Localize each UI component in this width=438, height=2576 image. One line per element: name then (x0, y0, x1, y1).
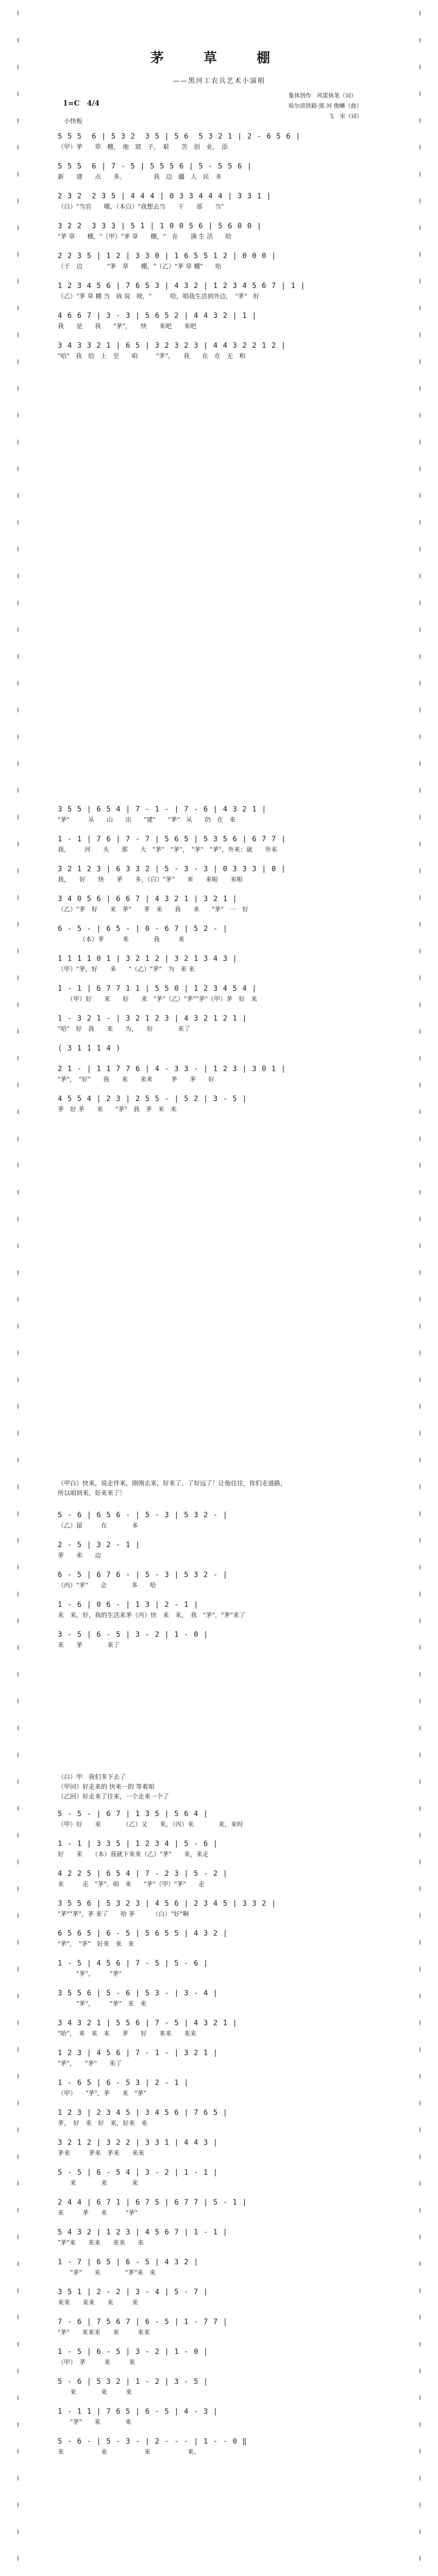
score-system (58, 893, 388, 914)
lyric-line: （丙）"茅" 会 多 哈 (58, 1582, 169, 1589)
score-system (58, 161, 388, 181)
notation-line: 3 4 3 3 2 1 | 6 5 | 3 2 3 2 3 | 4 4 3 2 2 1 2 | (58, 342, 287, 350)
score-system (58, 1898, 388, 1919)
notation-line: 4 6 6 7 | 3 - 3 | 5 6 5 2 | 4 4 3 2 | 1 | (58, 312, 257, 320)
lyric-line: "茅"来 来来 来来 来 (58, 2239, 144, 2246)
lyric-line: "茅" 从 山 出 "建" "茅" 从 仍 在 来 (58, 816, 236, 823)
score-system (58, 1569, 388, 1590)
score-system (58, 1510, 388, 1530)
score-system (58, 1093, 388, 1114)
notation-line: 3 - 5 | 6 - 5 | 3 - 2 | 1 - 0 | (58, 1631, 209, 1639)
notation-line: 3 2 2 3 3 3 | 5 1 | 1 0 0 5 6 | 5 6 0 0 | (58, 222, 262, 230)
score-system (58, 2406, 388, 2427)
score-section-1 (58, 131, 388, 370)
lyric-line: （甲）"茅，好 来 "（乙）"茅" 为 来 来 (58, 965, 195, 973)
lyric-line: "茅"， "好" 我 来 来来 茅 茅 好 (58, 1076, 215, 1083)
notation-line: 1 2 3 | 2 3 4 5 | 3 4 5 6 | 7 6 5 | (58, 2109, 228, 2117)
score-section-2 (58, 804, 388, 1123)
lyric-line: 来 茅 来 "茅" (58, 2209, 138, 2216)
score-system (58, 983, 388, 1004)
narration-block-1 (58, 1479, 388, 1498)
score-system (58, 221, 388, 241)
lyric-line: （乙）"茅 草 棚 当 我 说 啥，" 哈，唱我生活到外边， "茅" 好 (58, 293, 260, 300)
score-system (58, 1063, 388, 1084)
lyric-line: "哈" 好 我 来 为， 好 来了 (58, 1025, 191, 1032)
lyric-line: "茅" 来 来 (58, 2418, 132, 2426)
score-system (58, 2316, 388, 2337)
score-system (58, 1928, 388, 1948)
notation-line: 1 - 5 | 6 - 5 | 3 - 2 | 1 - 0 | (58, 2348, 209, 2356)
lyric-line: 我， 好 快 茅 多，（白）"茅" 来 来啦 来啦 (58, 876, 243, 883)
score-system (58, 834, 388, 854)
lyric-line: "哈"， 来 来 来 茅 好 来来 来来 (58, 2030, 197, 2037)
lyric-line: （白）"当官 哪，（本白）"我想去当 干 部 当" (58, 203, 224, 210)
lyric-line: （甲）好 来 好 来 "茅"（乙）"茅""茅"（甲）茅 好 来 (58, 995, 258, 1003)
notation-line: 2 3 2 2 3 5 | 4 4 4 | 0 3 3 4 4 4 | 3 3 1 | (58, 192, 272, 200)
notation-line: 1 2 3 4 5 6 | 7 6 5 3 | 4 3 2 | 1 2 3 4 5 6 7 | 1 | (58, 282, 306, 290)
score-system (58, 1539, 388, 1560)
notation-line: 1 1 1 1 0 1 | 3 2 1 2 | 3 2 1 3 4 3 | (58, 955, 238, 963)
score-system (58, 1958, 388, 1978)
lyric-line: （甲） "茅"，茅 来 "茅" (58, 2090, 147, 2097)
credit-line: 哈尔滨铁路·黑 河 俊鳞（曲） (289, 103, 362, 109)
lyric-line: "哈" 我 给 上 至 咱 "茅"， 我 在 在 无 和 (58, 352, 246, 360)
score-system (58, 250, 388, 271)
score-section-4 (58, 1808, 388, 2466)
tempo-marking: 小快板 (64, 117, 83, 125)
lyric-line: （本）茅 来 我 来 (58, 936, 185, 943)
notation-line: 5 5 5 6 | 7 - 5 | 5 5 5 6 | 5 - 5 5 6 | (58, 162, 252, 171)
score-system (58, 1599, 388, 1620)
notation-line: 1 - 7 | 6 5 | 6 - 5 | 4 3 2 | (58, 2258, 199, 2266)
left-margin-dots (14, 0, 22, 2576)
score-system (58, 2346, 388, 2367)
lyric-line: 来 来 来 (58, 2388, 132, 2396)
notation-line: 5 - 6 | 5 3 2 | 1 - 2 | 3 - 5 | (58, 2378, 209, 2386)
notation-line: 3 5 1 | 2 - 2 | 3 - 4 | 5 - 7 | (58, 2288, 209, 2296)
score-system (58, 1808, 388, 1829)
lyric-line: "茅"， "茅" 来了 (58, 2060, 122, 2067)
lyric-line: （于 边 "茅 草 棚，"（乙）"茅 草 棚" 哈 (58, 263, 222, 270)
score-system (58, 2107, 388, 2128)
notation-line: 3 2 1 2 | 3 2 2 | 3 3 1 | 4 4 3 | (58, 2139, 218, 2147)
lyric-line: "茅"， "茅" (58, 1970, 122, 1977)
lyric-line: "茅"， "茅" 好来 来 来 (58, 1940, 134, 1947)
notation-line: 5 - 5 | 6 - 5 4 | 3 - 2 | 1 - 1 | (58, 2168, 218, 2177)
score-system (58, 2167, 388, 2188)
score-system (58, 1629, 388, 1650)
notation-line: 5 - 5 - | 6 7 | 1 3 5 | 5 6 4 | (58, 1810, 209, 1818)
lyric-line: "茅 草 棚，"（甲）"茅 草 棚，" 在 满 生 活 哈 (58, 233, 232, 240)
lyric-line: 来 来 来 来。 (58, 2448, 200, 2455)
score-system (58, 2077, 388, 2098)
score-system (58, 1043, 388, 1054)
notation-line: 1 - 5 | 4 5 6 | 7 - 5 | 5 - 6 | (58, 1959, 209, 1968)
score-system (58, 131, 388, 151)
lyric-line: 茅来 茅来 茅来 来来 (58, 2149, 145, 2157)
score-system (58, 2047, 388, 2068)
lyric-line: 好 来 （本）我就下来来（乙）"茅" 来，来走 (58, 1851, 209, 1858)
lyric-line: 茅 好 茅 来 "茅" 我 茅 来 来 (58, 1106, 177, 1113)
lyric-line: "茅" 来 "茅"来 来 (58, 2269, 156, 2276)
score-system (58, 923, 388, 944)
lyric-line: （乙）"茅 好 来 茅" 茅 来 我 来 "茅" 一 好 (58, 906, 249, 913)
score-system (58, 1988, 388, 2008)
score-system (58, 340, 388, 361)
narration-line: （白）甲 我们多下去了 (58, 1773, 126, 1781)
notation-line: 4 5 5 4 | 2 3 | 2 5 5 - | 5 2 | 3 - 5 | (58, 1095, 247, 1103)
notation-line: 1 - 1 | 3 3 5 | 1 2 3 4 | 5 - 6 | (58, 1840, 218, 1848)
notation-line: 1 - 1 | 6 7 7 1 1 | 5 5 0 | 1 2 3 4 5 4 | (58, 985, 257, 993)
score-system (58, 2286, 388, 2307)
notation-line: 2 1 - | 1 1 7 7 6 | 4 - 3 3 - | 1 2 3 | 3 0 1 | (58, 1065, 287, 1073)
narration-line: （乙回）好走来了往来，一个走来一个了 (58, 1793, 170, 1800)
score-system (58, 2018, 388, 2038)
notation-line: 3 4 3 2 1 | 5 5 6 | 7 - 5 | 4 3 2 1 | (58, 2019, 238, 2027)
lyric-line: 来 茅 来了 (58, 1641, 120, 1649)
score-system (58, 191, 388, 211)
lyric-line: 来来 来来 来 来 (58, 2299, 139, 2306)
credit-line: 飞 宋（词） (289, 113, 362, 120)
score-system (58, 2257, 388, 2277)
score-section-3 (58, 1510, 388, 1659)
notation-line: 5 5 5 6 | 5 3 2 3 5 | 5 6 5 3 2 1 | 2 - 6 5 6 | (58, 132, 301, 141)
notation-line: 1 - 6 | 0 6 - | 1 3 | 2 - 1 | (58, 1601, 199, 1609)
score-system (58, 2227, 388, 2247)
lyric-line: （甲）好 来 （乙）又 来，（丙）来 来，来时 (58, 1821, 244, 1828)
right-margin-dots (416, 0, 424, 2576)
score-system (58, 2137, 388, 2158)
lyric-line: 来 来 来 (58, 2179, 139, 2187)
notation-line: 7 - 6 | 7 5 6 7 | 6 - 5 | 1 - 7 7 | (58, 2318, 228, 2326)
narration-line: （甲问）好走来的 快来一的 等着咱 (58, 1783, 155, 1790)
notation-line: 2 - 5 | 3 2 - 1 | (58, 1541, 141, 1549)
lyric-line: 我, 河 头 那 大 "茅" "茅"， "茅" "茅"，外来：就 外来 (58, 846, 277, 853)
page-subtitle: ——黑河工农兵艺术小演唱 (172, 77, 265, 85)
notation-line: 3 5 5 | 6 5 4 | 7 - 1 - | 7 - 6 | 4 3 2 1 | (58, 805, 267, 814)
lyric-line: "茅" 来来来 来 来来 (58, 2329, 150, 2336)
credit-line: 集体创作 风雷执笔（词） (289, 92, 357, 99)
lyric-line: "茅"， "茅" 来 来 (58, 2000, 147, 2007)
lyric-line: （甲） 茅 来 来 (58, 2359, 136, 2366)
key-signature: 1=C 4/4 (63, 99, 100, 108)
notation-line: 1 - 1 | 7 6 | 7 - 7 | 5 6 5 | 5 3 5 6 | 6 7 7 | (58, 835, 287, 843)
notation-line: 3 4 0 5 6 | 6 6 7 | 4 3 2 1 | 3 2 1 | (58, 895, 238, 903)
score-system (58, 2376, 388, 2397)
page-title: 茅 草 棚 (150, 50, 288, 66)
notation-line: 5 4 3 2 | 1 2 3 | 4 5 6 7 | 1 - 1 | (58, 2228, 228, 2236)
lyric-line: （乙）留 在 多 (58, 1522, 151, 1529)
notation-line: 1 2 3 | 4 5 6 | 7 - 1 - | 3 2 1 | (58, 2049, 218, 2057)
notation-line: 5 - 6 - | 5 - 3 - | 2 - - - | 1 - - 0 ‖ (58, 2437, 247, 2446)
notation-line: 6 - 5 | 6 7 6 - | 5 - 3 | 5 3 2 - | (58, 1571, 228, 1579)
notation-line: 2 2 3 5 | 1 2 | 3 3 0 | 1 6 5 5 1 2 | 0 0 0 | (58, 252, 277, 260)
notation-line: 3 2 1 2 3 | 6 3 3 2 | 5 - 3 - 3 | 0 3 3 3 | 0 | (58, 865, 287, 873)
lyric-line: 我 是 我 "茅"， 快 来吧 来吧 (58, 323, 197, 330)
notation-line: 3 5 5 6 | 5 3 2 3 | 4 5 6 | 2 3 4 5 | 3 3 2 | (58, 1900, 277, 1908)
notation-line: 5 - 6 | 6 5 6 - | 5 - 3 | 5 3 2 - | (58, 1511, 228, 1519)
lyric-line: "茅""茅"，茅 来了 哈 茅 （白）"好"啊 (58, 1910, 189, 1918)
score-system (58, 804, 388, 824)
lyric-line: 茅， 好 来 好 来，好来 来 (58, 2120, 148, 2127)
notation-line: 4 2 2 5 | 6 5 4 | 7 - 2 3 | 5 - 2 | (58, 1870, 228, 1878)
notation-line: 1 - 6 5 | 6 - 5 3 | 2 - 1 | (58, 2079, 189, 2087)
narration-block-2 (58, 1772, 388, 1802)
credits (289, 91, 412, 122)
lyric-line: 来 走 "茅"，咱 来 "茅"（甲）"茅" 走 (58, 1880, 205, 1888)
lyric-line: （甲）茅 草 棚， 地 窝 子， 艰 苦 创 业， 添 (58, 143, 228, 150)
notation-line: ( 3 1 1 1 4 ) (58, 1044, 121, 1053)
score-system (58, 280, 388, 301)
score-system (58, 1838, 388, 1859)
notation-line: 1 - 1 1 | 7 6 5 | 6 - 5 | 4 - 3 | (58, 2408, 218, 2416)
notation-line: 6 - 5 - | 6 5 - | 0 - 6 7 | 5 2 - | (58, 925, 228, 933)
score-system (58, 953, 388, 974)
score-system (58, 1868, 388, 1889)
score-system (58, 310, 388, 331)
score-system (58, 2197, 388, 2217)
score-system (58, 863, 388, 884)
notation-line: 1 - 3 2 1 - | 3 2 1 2 3 | 4 3 2 1 2 1 | (58, 1014, 247, 1023)
lyric-line: 来 来，好，我的生活来茅（丙）快 来 来， 我 "茅"，"茅"来了 (58, 1612, 246, 1619)
score-system (58, 2436, 388, 2456)
notation-line: 3 5 5 6 | 5 - 6 | 5 3 - | 3 - 4 | (58, 1989, 218, 1997)
narration-line: （甲白）快来，说走伴来，刚刚去来，好来了，了好远了！让他往往，你们走道路， (58, 1480, 287, 1487)
notation-line: 2 4 4 | 6 7 1 | 6 7 5 | 6 7 7 | 5 - 1 | (58, 2198, 247, 2207)
lyric-line: 新 建 点 多。 我 边 疆 人 民 多 (58, 173, 222, 180)
lyric-line: 茅 来 边 (58, 1552, 102, 1559)
score-system (58, 1013, 388, 1033)
notation-line: 6 5 6 5 | 6 - 5 | 5 6 5 5 | 4 3 2 | (58, 1929, 228, 1938)
narration-line: 所以咱到来，好来来了！ (58, 1489, 126, 1497)
